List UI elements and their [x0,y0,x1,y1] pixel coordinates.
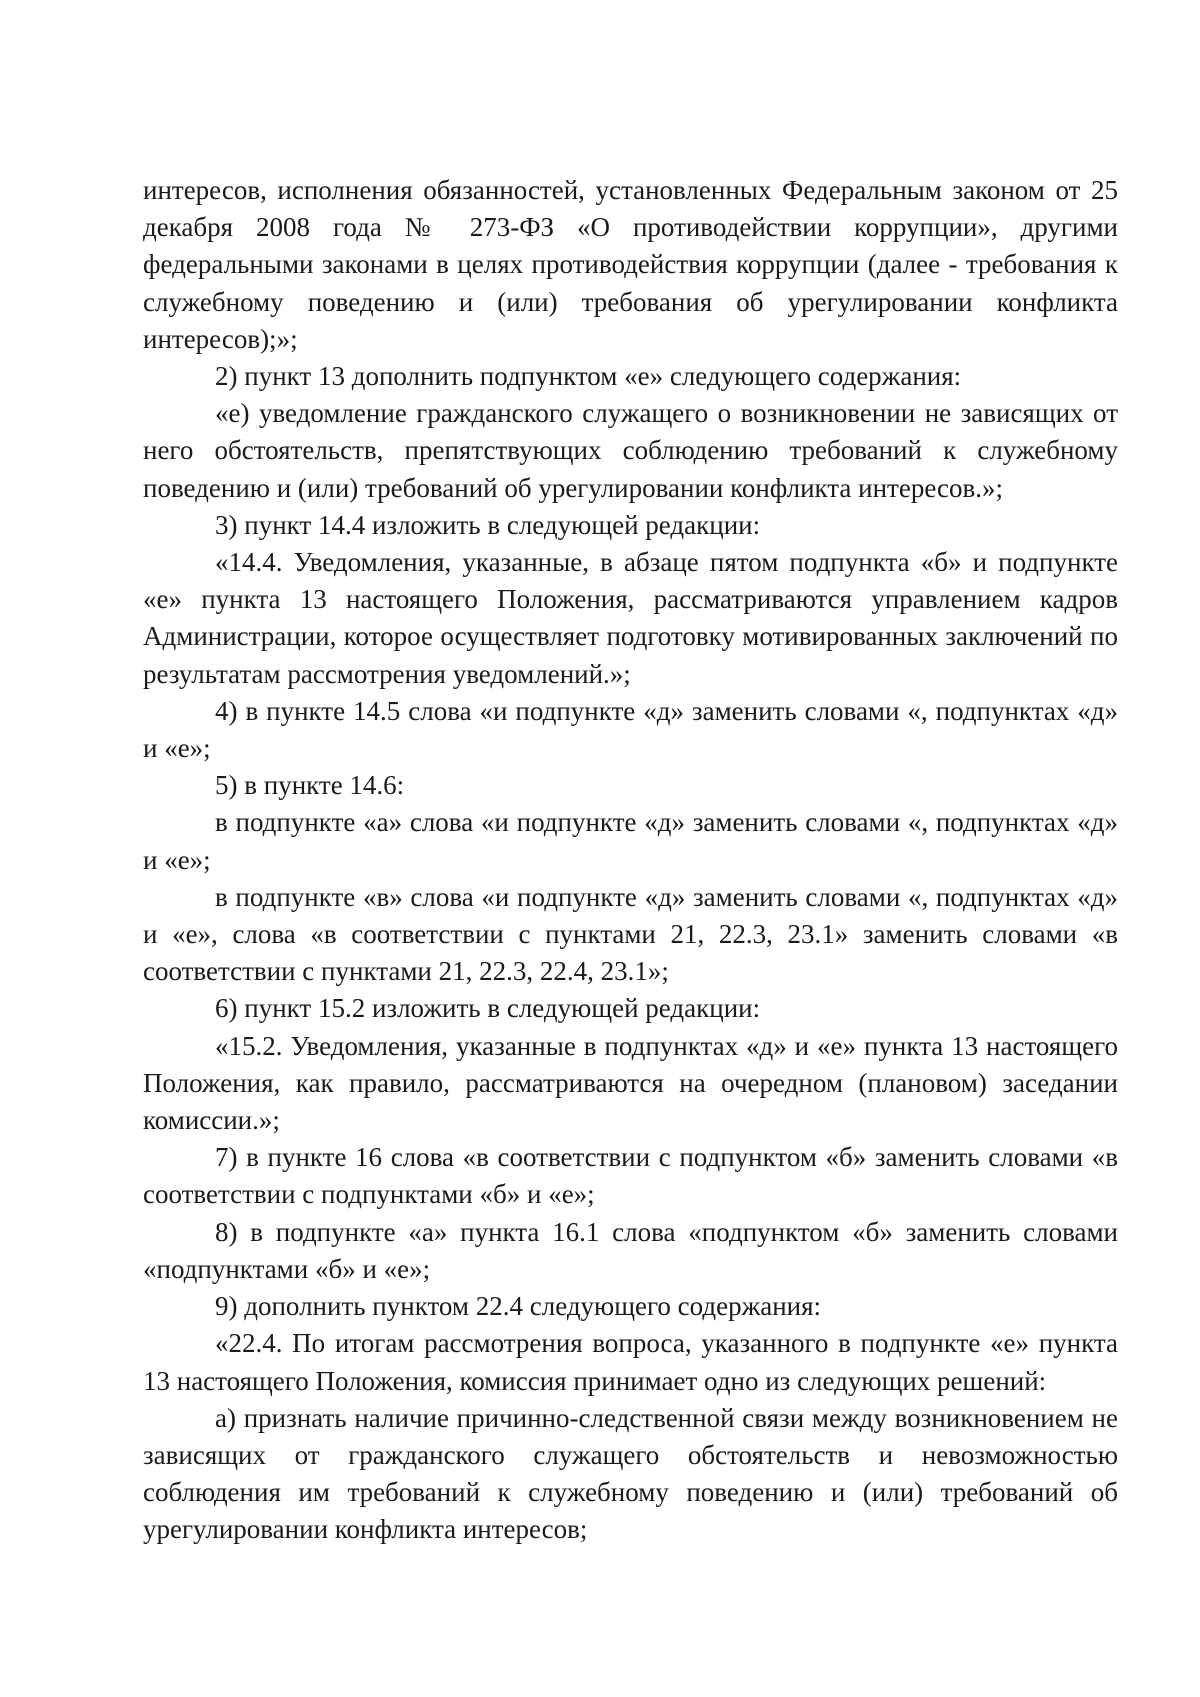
paragraph-item-9: 9) дополнить пунктом 22.4 следующего содержания: [215,1291,822,1322]
paragraph-clause-14-4: «14.4. Уведомления, указанные, в абзаце пятом подпункта «б» и подпункте «е» пункта 13 настоящего Положения, рассматриваются управлением кадров Администрации, которое осуществляет подготовку мотивированных заключений по результатам рассмотрения уведомлений.»; [143,547,1118,689]
paragraph-item-4: 4) в пункте 14.5 слова «и подпункте «д» заменить словами «, подпунктах «д» и «е»; [143,695,1118,764]
paragraph-item-5: 5) в пункте 14.6: [215,770,405,801]
paragraph-item-6: 6) пункт 15.2 изложить в следующей редакции: [215,993,761,1024]
document-body [143,172,1118,1549]
paragraph-item-5-a: в подпункте «а» слова «и подпункте «д» заменить словами «, подпунктах «д» и «е»; [143,807,1118,875]
paragraph-item-8: 8) в подпункте «а» пункта 16.1 слова «подпунктом «б» заменить словами «подпунктами «б» и «е»; [143,1216,1118,1284]
paragraph-continuation: интересов, исполнения обязанностей, установленных Федеральным законом от 25 декабря 2008 года № 273-ФЗ «О противодействии коррупции», другими федеральными законами в целях противодействия коррупции (далее - требования к служебному поведению и (или) требования об урегулировании конфликта интересов);»; [143,175,1118,354]
paragraph-item-7: 7) в пункте 16 слова «в соответствии с подпунктом «б» заменить словами «в соответствии с подпунктами «б» и «е»; [143,1142,1118,1210]
paragraph-clause-22-4: «22.4. По итогам рассмотрения вопроса, указанного в подпункте «е» пункта 13 настоящего Положения, комиссия принимает одно из следующих решений: [143,1328,1118,1396]
paragraph-clause-15-2: «15.2. Уведомления, указанные в подпунктах «д» и «е» пункта 13 настоящего Положения, как правило, рассматриваются на очередном (плановом) заседании комиссии.»; [143,1030,1118,1136]
paragraph-decision-a: а) признать наличие причинно-следственной связи между возникновением не зависящих от гражданского служащего обстоятельств и невозможностью соблюдения им требований к служебному поведению и (или) требований об урегулировании конфликта интересов; [143,1402,1118,1545]
paragraph-subitem-e: «е) уведомление гражданского служащего о возникновении не зависящих от него обстоятельств, препятствующих соблюдению требований к служебному поведению и (или) требований об урегулировании конфликта интересов.»; [143,398,1118,503]
paragraph-item-3: 3) пункт 14.4 изложить в следующей редакции: [215,509,761,540]
paragraph-item-5-v: в подпункте «в» слова «и подпункте «д» заменить словами «, подпунктах «д» и «е», слова «в соответствии с пунктами 21, 22.3, 23.1» заменить словами «в соответствии с пунктами 21, 22.3, 22.4, 23.1»; [143,881,1118,987]
paragraph-item-2: 2) пункт 13 дополнить подпунктом «е» следующего содержания: [215,361,962,392]
